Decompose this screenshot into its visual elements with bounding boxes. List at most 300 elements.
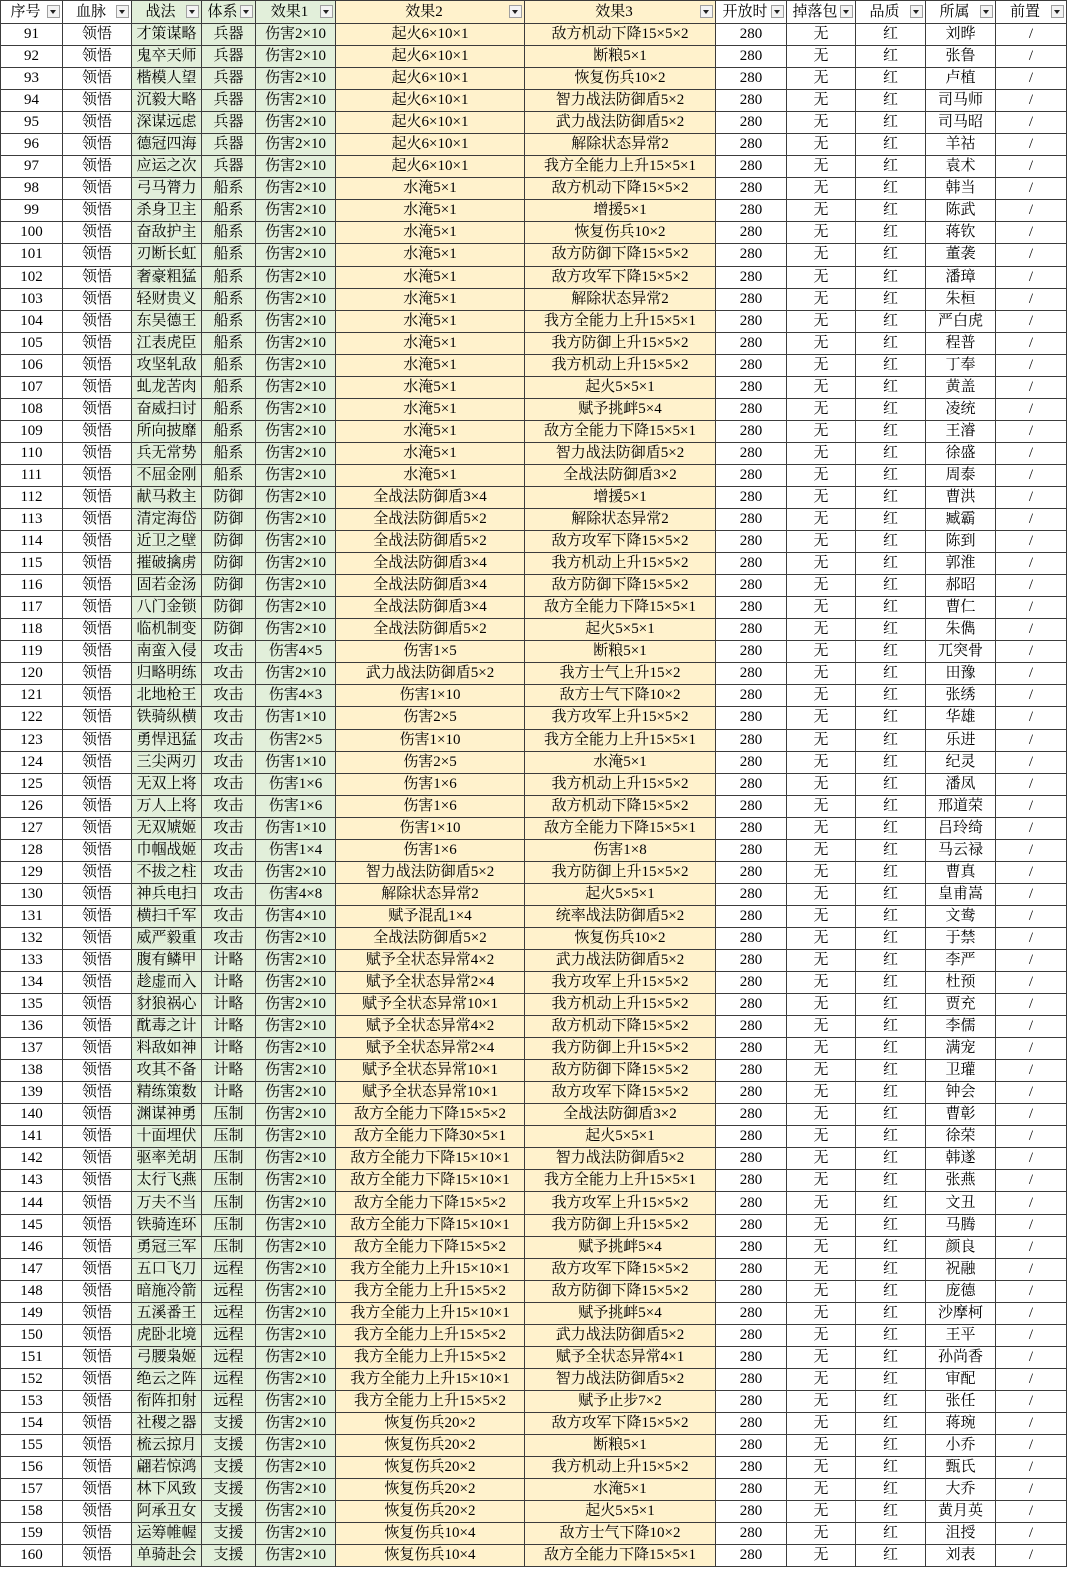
cell-serial[interactable]: 120 [1,663,63,685]
cell-open-time[interactable]: 280 [716,333,787,355]
cell-quality[interactable]: 红 [856,355,926,377]
cell-tactic[interactable]: 威严毅重 [132,928,202,950]
cell-drop-pack[interactable]: 无 [787,311,856,333]
cell-owner[interactable]: 马腾 [926,1215,996,1237]
cell-effect-3[interactable]: 全战法防御盾3×2 [525,1104,716,1126]
cell-tactic[interactable]: 五溪番王 [132,1303,202,1325]
cell-drop-pack[interactable]: 无 [787,178,856,200]
cell-effect-3[interactable]: 智力战法防御盾5×2 [525,443,716,465]
cell-effect-3[interactable]: 我方攻军上升15×5×2 [525,1192,716,1214]
cell-effect-2[interactable]: 伤害2×5 [336,752,525,774]
cell-effect-2[interactable]: 我方全能力上升15×10×1 [336,1303,525,1325]
cell-open-time[interactable]: 280 [716,200,787,222]
cell-effect-3[interactable]: 敌方机动下降15×5×2 [525,1016,716,1038]
cell-drop-pack[interactable]: 无 [787,1457,856,1479]
cell-system[interactable]: 攻击 [202,862,256,884]
cell-drop-pack[interactable]: 无 [787,200,856,222]
cell-open-time[interactable]: 280 [716,685,787,707]
cell-bloodline[interactable]: 领悟 [63,685,132,707]
cell-bloodline[interactable]: 领悟 [63,862,132,884]
cell-effect-2[interactable]: 敌方全能力下降15×10×1 [336,1215,525,1237]
cell-system[interactable]: 船系 [202,178,256,200]
cell-open-time[interactable]: 280 [716,619,787,641]
cell-effect-3[interactable]: 我方攻军上升15×5×2 [525,972,716,994]
cell-drop-pack[interactable]: 无 [787,972,856,994]
cell-quality[interactable]: 红 [856,46,926,68]
cell-quality[interactable]: 红 [856,487,926,509]
cell-quality[interactable]: 红 [856,1545,926,1567]
cell-serial[interactable]: 113 [1,509,63,531]
cell-effect-1[interactable]: 伤害2×10 [256,443,336,465]
cell-owner[interactable]: 司马师 [926,90,996,112]
cell-effect-1[interactable]: 伤害2×10 [256,1237,336,1259]
cell-open-time[interactable]: 280 [716,24,787,46]
cell-tactic[interactable]: 铁骑纵横 [132,707,202,729]
cell-tactic[interactable]: 渊谋神勇 [132,1104,202,1126]
cell-prerequisite[interactable]: / [996,46,1067,68]
cell-tactic[interactable]: 攻其不备 [132,1060,202,1082]
cell-effect-1[interactable]: 伤害2×10 [256,928,336,950]
cell-system[interactable]: 支援 [202,1479,256,1501]
cell-serial[interactable]: 96 [1,134,63,156]
cell-effect-2[interactable]: 水淹5×1 [336,178,525,200]
cell-effect-3[interactable]: 敌方攻军下降15×5×2 [525,267,716,289]
cell-open-time[interactable]: 280 [716,1545,787,1567]
cell-serial[interactable]: 91 [1,24,63,46]
cell-effect-2[interactable]: 敌方全能力下降15×5×2 [336,1104,525,1126]
cell-effect-2[interactable]: 我方全能力上升15×10×1 [336,1259,525,1281]
cell-bloodline[interactable]: 领悟 [63,200,132,222]
cell-quality[interactable]: 红 [856,90,926,112]
cell-effect-2[interactable]: 水淹5×1 [336,443,525,465]
cell-system[interactable]: 兵器 [202,134,256,156]
cell-bloodline[interactable]: 领悟 [63,1545,132,1567]
filter-button-owner[interactable] [980,5,993,18]
cell-serial[interactable]: 150 [1,1325,63,1347]
cell-serial[interactable]: 123 [1,730,63,752]
cell-effect-1[interactable]: 伤害2×10 [256,1038,336,1060]
cell-effect-1[interactable]: 伤害2×10 [256,90,336,112]
cell-drop-pack[interactable]: 无 [787,597,856,619]
cell-prerequisite[interactable]: / [996,134,1067,156]
cell-prerequisite[interactable]: / [996,68,1067,90]
cell-effect-2[interactable]: 起火6×10×1 [336,134,525,156]
cell-open-time[interactable]: 280 [716,1479,787,1501]
cell-effect-1[interactable]: 伤害2×10 [256,1259,336,1281]
cell-effect-1[interactable]: 伤害2×10 [256,1104,336,1126]
cell-system[interactable]: 防御 [202,597,256,619]
cell-prerequisite[interactable]: / [996,1391,1067,1413]
cell-effect-3[interactable]: 敌方士气下降10×2 [525,1523,716,1545]
cell-effect-1[interactable]: 伤害2×10 [256,1545,336,1567]
cell-effect-3[interactable]: 敌方防御下降15×5×2 [525,575,716,597]
cell-effect-3[interactable]: 我方机动上升15×5×2 [525,553,716,575]
cell-bloodline[interactable]: 领悟 [63,531,132,553]
cell-system[interactable]: 计略 [202,994,256,1016]
cell-drop-pack[interactable]: 无 [787,1148,856,1170]
cell-effect-3[interactable]: 我方机动上升15×5×2 [525,774,716,796]
cell-owner[interactable]: 羊祜 [926,134,996,156]
cell-open-time[interactable]: 280 [716,112,787,134]
cell-system[interactable]: 防御 [202,531,256,553]
cell-effect-1[interactable]: 伤害2×10 [256,1148,336,1170]
cell-bloodline[interactable]: 领悟 [63,1325,132,1347]
cell-bloodline[interactable]: 领悟 [63,465,132,487]
cell-effect-3[interactable]: 敌方攻军下降15×5×2 [525,1259,716,1281]
cell-drop-pack[interactable]: 无 [787,1237,856,1259]
cell-effect-1[interactable]: 伤害2×10 [256,112,336,134]
cell-owner[interactable]: 黄盖 [926,377,996,399]
cell-open-time[interactable]: 280 [716,840,787,862]
cell-prerequisite[interactable]: / [996,112,1067,134]
cell-effect-3[interactable]: 敌方攻军下降15×5×2 [525,531,716,553]
cell-effect-1[interactable]: 伤害4×5 [256,641,336,663]
cell-system[interactable]: 船系 [202,355,256,377]
cell-bloodline[interactable]: 领悟 [63,752,132,774]
cell-bloodline[interactable]: 领悟 [63,289,132,311]
cell-effect-2[interactable]: 伤害1×5 [336,641,525,663]
cell-tactic[interactable]: 精练策数 [132,1082,202,1104]
cell-tactic[interactable]: 料敌如神 [132,1038,202,1060]
cell-owner[interactable]: 韩遂 [926,1148,996,1170]
cell-prerequisite[interactable]: / [996,1501,1067,1523]
cell-effect-2[interactable]: 我方全能力上升15×10×1 [336,1369,525,1391]
cell-effect-1[interactable]: 伤害2×5 [256,730,336,752]
cell-owner[interactable]: 祝融 [926,1259,996,1281]
cell-open-time[interactable]: 280 [716,377,787,399]
cell-prerequisite[interactable]: / [996,1060,1067,1082]
cell-effect-2[interactable]: 水淹5×1 [336,311,525,333]
cell-serial[interactable]: 98 [1,178,63,200]
cell-prerequisite[interactable]: / [996,1016,1067,1038]
cell-open-time[interactable]: 280 [716,531,787,553]
cell-tactic[interactable]: 暗施冷箭 [132,1281,202,1303]
cell-effect-2[interactable]: 敌方全能力下降30×5×1 [336,1126,525,1148]
cell-prerequisite[interactable]: / [996,421,1067,443]
cell-tactic[interactable]: 林下风致 [132,1479,202,1501]
cell-effect-1[interactable]: 伤害2×10 [256,862,336,884]
cell-open-time[interactable]: 280 [716,90,787,112]
cell-bloodline[interactable]: 领悟 [63,597,132,619]
cell-effect-3[interactable]: 起火5×5×1 [525,619,716,641]
cell-bloodline[interactable]: 领悟 [63,1082,132,1104]
cell-effect-2[interactable]: 水淹5×1 [336,200,525,222]
cell-quality[interactable]: 红 [856,311,926,333]
cell-effect-1[interactable]: 伤害2×10 [256,377,336,399]
cell-effect-1[interactable]: 伤害2×10 [256,531,336,553]
cell-effect-1[interactable]: 伤害1×4 [256,840,336,862]
cell-effect-1[interactable]: 伤害2×10 [256,575,336,597]
cell-quality[interactable]: 红 [856,994,926,1016]
cell-prerequisite[interactable]: / [996,222,1067,244]
cell-effect-3[interactable]: 我方士气上升15×2 [525,663,716,685]
cell-quality[interactable]: 红 [856,421,926,443]
cell-bloodline[interactable]: 领悟 [63,928,132,950]
cell-quality[interactable]: 红 [856,200,926,222]
cell-effect-3[interactable]: 我方机动上升15×5×2 [525,994,716,1016]
cell-bloodline[interactable]: 领悟 [63,663,132,685]
cell-owner[interactable]: 贾充 [926,994,996,1016]
cell-effect-2[interactable]: 水淹5×1 [336,267,525,289]
cell-effect-3[interactable]: 赋予挑衅5×4 [525,1237,716,1259]
cell-bloodline[interactable]: 领悟 [63,1060,132,1082]
cell-effect-1[interactable]: 伤害4×8 [256,884,336,906]
cell-effect-2[interactable]: 恢复伤兵20×2 [336,1435,525,1457]
cell-owner[interactable]: 徐盛 [926,443,996,465]
cell-drop-pack[interactable]: 无 [787,443,856,465]
cell-effect-1[interactable]: 伤害2×10 [256,1016,336,1038]
cell-quality[interactable]: 红 [856,1479,926,1501]
cell-effect-3[interactable]: 敌方机动下降15×5×2 [525,178,716,200]
cell-quality[interactable]: 红 [856,1347,926,1369]
cell-effect-1[interactable]: 伤害2×10 [256,1170,336,1192]
cell-prerequisite[interactable]: / [996,24,1067,46]
cell-effect-2[interactable]: 恢复伤兵20×2 [336,1501,525,1523]
cell-bloodline[interactable]: 领悟 [63,112,132,134]
cell-bloodline[interactable]: 领悟 [63,619,132,641]
cell-open-time[interactable]: 280 [716,1369,787,1391]
cell-effect-3[interactable]: 我方攻军上升15×5×2 [525,707,716,729]
cell-serial[interactable]: 129 [1,862,63,884]
cell-system[interactable]: 兵器 [202,90,256,112]
cell-effect-1[interactable]: 伤害2×10 [256,1082,336,1104]
cell-owner[interactable]: 董袭 [926,244,996,266]
cell-owner[interactable]: 于禁 [926,928,996,950]
cell-tactic[interactable]: 献马救主 [132,487,202,509]
cell-effect-1[interactable]: 伤害2×10 [256,1523,336,1545]
cell-serial[interactable]: 102 [1,267,63,289]
cell-system[interactable]: 攻击 [202,707,256,729]
cell-owner[interactable]: 张鲁 [926,46,996,68]
cell-owner[interactable]: 潘璋 [926,267,996,289]
cell-effect-3[interactable]: 敌方攻军下降15×5×2 [525,1082,716,1104]
cell-open-time[interactable]: 280 [716,1126,787,1148]
cell-tactic[interactable]: 勇冠三军 [132,1237,202,1259]
cell-effect-3[interactable]: 起火5×5×1 [525,377,716,399]
cell-effect-2[interactable]: 赋予全状态异常2×4 [336,1038,525,1060]
cell-effect-3[interactable]: 水淹5×1 [525,752,716,774]
cell-system[interactable]: 船系 [202,399,256,421]
cell-quality[interactable]: 红 [856,134,926,156]
cell-owner[interactable]: 黄月英 [926,1501,996,1523]
cell-quality[interactable]: 红 [856,399,926,421]
cell-prerequisite[interactable]: / [996,1413,1067,1435]
cell-tactic[interactable]: 太行飞燕 [132,1170,202,1192]
cell-bloodline[interactable]: 领悟 [63,818,132,840]
cell-prerequisite[interactable]: / [996,597,1067,619]
cell-open-time[interactable]: 280 [716,575,787,597]
cell-effect-1[interactable]: 伤害2×10 [256,972,336,994]
cell-effect-2[interactable]: 伤害1×10 [336,818,525,840]
cell-drop-pack[interactable]: 无 [787,1413,856,1435]
cell-serial[interactable]: 139 [1,1082,63,1104]
cell-prerequisite[interactable]: / [996,1545,1067,1567]
cell-effect-1[interactable]: 伤害2×10 [256,200,336,222]
cell-open-time[interactable]: 280 [716,994,787,1016]
cell-prerequisite[interactable]: / [996,1369,1067,1391]
cell-quality[interactable]: 红 [856,1391,926,1413]
cell-tactic[interactable]: 所向披靡 [132,421,202,443]
cell-prerequisite[interactable]: / [996,399,1067,421]
cell-effect-2[interactable]: 水淹5×1 [336,289,525,311]
cell-tactic[interactable]: 杀身卫主 [132,200,202,222]
cell-drop-pack[interactable]: 无 [787,1192,856,1214]
cell-tactic[interactable]: 衔阵扣射 [132,1391,202,1413]
cell-bloodline[interactable]: 领悟 [63,1126,132,1148]
cell-bloodline[interactable]: 领悟 [63,1369,132,1391]
cell-quality[interactable]: 红 [856,178,926,200]
cell-effect-2[interactable]: 敌方全能力下降15×10×1 [336,1170,525,1192]
cell-effect-1[interactable]: 伤害2×10 [256,1479,336,1501]
cell-effect-1[interactable]: 伤害2×10 [256,1501,336,1523]
cell-system[interactable]: 防御 [202,575,256,597]
cell-quality[interactable]: 红 [856,1148,926,1170]
cell-system[interactable]: 攻击 [202,928,256,950]
cell-drop-pack[interactable]: 无 [787,752,856,774]
cell-drop-pack[interactable]: 无 [787,1303,856,1325]
cell-prerequisite[interactable]: / [996,994,1067,1016]
cell-quality[interactable]: 红 [856,1523,926,1545]
cell-bloodline[interactable]: 领悟 [63,796,132,818]
cell-effect-1[interactable]: 伤害2×10 [256,597,336,619]
cell-quality[interactable]: 红 [856,112,926,134]
cell-owner[interactable]: 王濬 [926,421,996,443]
cell-bloodline[interactable]: 领悟 [63,222,132,244]
column-header-owner[interactable] [926,1,996,24]
cell-effect-3[interactable]: 全战法防御盾3×2 [525,465,716,487]
cell-bloodline[interactable]: 领悟 [63,950,132,972]
cell-effect-1[interactable]: 伤害1×10 [256,752,336,774]
cell-drop-pack[interactable]: 无 [787,1038,856,1060]
cell-effect-2[interactable]: 恢复伤兵20×2 [336,1413,525,1435]
cell-quality[interactable]: 红 [856,928,926,950]
cell-tactic[interactable]: 酖毒之计 [132,1016,202,1038]
cell-quality[interactable]: 红 [856,906,926,928]
cell-prerequisite[interactable]: / [996,619,1067,641]
cell-quality[interactable]: 红 [856,267,926,289]
cell-open-time[interactable]: 280 [716,1170,787,1192]
cell-drop-pack[interactable]: 无 [787,840,856,862]
cell-open-time[interactable]: 280 [716,906,787,928]
cell-effect-2[interactable]: 敌方全能力下降15×10×1 [336,1148,525,1170]
cell-tactic[interactable]: 神兵电扫 [132,884,202,906]
cell-prerequisite[interactable]: / [996,1347,1067,1369]
filter-button-effect-1[interactable] [320,5,333,18]
cell-quality[interactable]: 红 [856,597,926,619]
cell-tactic[interactable]: 临机制变 [132,619,202,641]
cell-tactic[interactable]: 社稷之器 [132,1413,202,1435]
cell-serial[interactable]: 127 [1,818,63,840]
cell-effect-2[interactable]: 水淹5×1 [336,244,525,266]
cell-effect-3[interactable]: 我方机动上升15×5×2 [525,355,716,377]
cell-effect-3[interactable]: 武力战法防御盾5×2 [525,1325,716,1347]
cell-prerequisite[interactable]: / [996,1281,1067,1303]
filter-button-prerequisite[interactable] [1051,5,1064,18]
cell-owner[interactable]: 卢植 [926,68,996,90]
cell-quality[interactable]: 红 [856,1457,926,1479]
cell-prerequisite[interactable]: / [996,641,1067,663]
cell-owner[interactable]: 韩当 [926,178,996,200]
cell-effect-3[interactable]: 智力战法防御盾5×2 [525,90,716,112]
cell-effect-3[interactable]: 我方防御上升15×5×2 [525,862,716,884]
cell-effect-2[interactable]: 水淹5×1 [336,377,525,399]
cell-drop-pack[interactable]: 无 [787,730,856,752]
filter-button-open-time[interactable] [771,5,784,18]
cell-tactic[interactable]: 近卫之壁 [132,531,202,553]
cell-serial[interactable]: 145 [1,1215,63,1237]
cell-tactic[interactable]: 勇悍迅猛 [132,730,202,752]
cell-effect-3[interactable]: 恢复伤兵10×2 [525,222,716,244]
cell-effect-3[interactable]: 增援5×1 [525,487,716,509]
cell-serial[interactable]: 107 [1,377,63,399]
cell-serial[interactable]: 97 [1,156,63,178]
cell-effect-3[interactable]: 赋予挑衅5×4 [525,1303,716,1325]
cell-drop-pack[interactable]: 无 [787,1259,856,1281]
cell-drop-pack[interactable]: 无 [787,90,856,112]
cell-open-time[interactable]: 280 [716,1259,787,1281]
cell-owner[interactable]: 满宠 [926,1038,996,1060]
cell-drop-pack[interactable]: 无 [787,1479,856,1501]
cell-tactic[interactable]: 应运之次 [132,156,202,178]
cell-effect-1[interactable]: 伤害1×6 [256,796,336,818]
cell-prerequisite[interactable]: / [996,465,1067,487]
cell-effect-2[interactable]: 水淹5×1 [336,355,525,377]
cell-effect-2[interactable]: 恢复伤兵10×4 [336,1523,525,1545]
cell-effect-2[interactable]: 水淹5×1 [336,465,525,487]
cell-quality[interactable]: 红 [856,1104,926,1126]
cell-effect-1[interactable]: 伤害2×10 [256,1215,336,1237]
cell-prerequisite[interactable]: / [996,553,1067,575]
cell-effect-3[interactable]: 伤害1×8 [525,840,716,862]
cell-bloodline[interactable]: 领悟 [63,641,132,663]
cell-serial[interactable]: 122 [1,707,63,729]
cell-owner[interactable]: 王平 [926,1325,996,1347]
cell-drop-pack[interactable]: 无 [787,1523,856,1545]
cell-serial[interactable]: 104 [1,311,63,333]
cell-quality[interactable]: 红 [856,774,926,796]
cell-effect-1[interactable]: 伤害2×10 [256,1192,336,1214]
cell-effect-2[interactable]: 全战法防御盾5×2 [336,928,525,950]
cell-prerequisite[interactable]: / [996,244,1067,266]
cell-effect-2[interactable]: 敌方全能力下降15×5×2 [336,1237,525,1259]
cell-drop-pack[interactable]: 无 [787,1060,856,1082]
cell-effect-2[interactable]: 起火6×10×1 [336,46,525,68]
cell-prerequisite[interactable]: / [996,1237,1067,1259]
cell-owner[interactable]: 曹仁 [926,597,996,619]
cell-owner[interactable]: 乐进 [926,730,996,752]
cell-drop-pack[interactable]: 无 [787,531,856,553]
cell-serial[interactable]: 141 [1,1126,63,1148]
cell-effect-1[interactable]: 伤害2×10 [256,355,336,377]
cell-prerequisite[interactable]: / [996,774,1067,796]
cell-owner[interactable]: 蒋琬 [926,1413,996,1435]
cell-effect-1[interactable]: 伤害2×10 [256,1413,336,1435]
cell-quality[interactable]: 红 [856,1413,926,1435]
cell-bloodline[interactable]: 领悟 [63,1457,132,1479]
cell-effect-1[interactable]: 伤害2×10 [256,333,336,355]
cell-effect-2[interactable]: 全战法防御盾5×2 [336,509,525,531]
cell-owner[interactable]: 孙尚香 [926,1347,996,1369]
cell-quality[interactable]: 红 [856,509,926,531]
cell-owner[interactable]: 曹洪 [926,487,996,509]
filter-button-bloodline[interactable] [116,5,129,18]
column-header-tactic[interactable] [132,1,202,24]
cell-bloodline[interactable]: 领悟 [63,972,132,994]
cell-open-time[interactable]: 280 [716,928,787,950]
cell-prerequisite[interactable]: / [996,707,1067,729]
filter-button-serial[interactable] [47,5,60,18]
cell-tactic[interactable]: 深谋远虑 [132,112,202,134]
